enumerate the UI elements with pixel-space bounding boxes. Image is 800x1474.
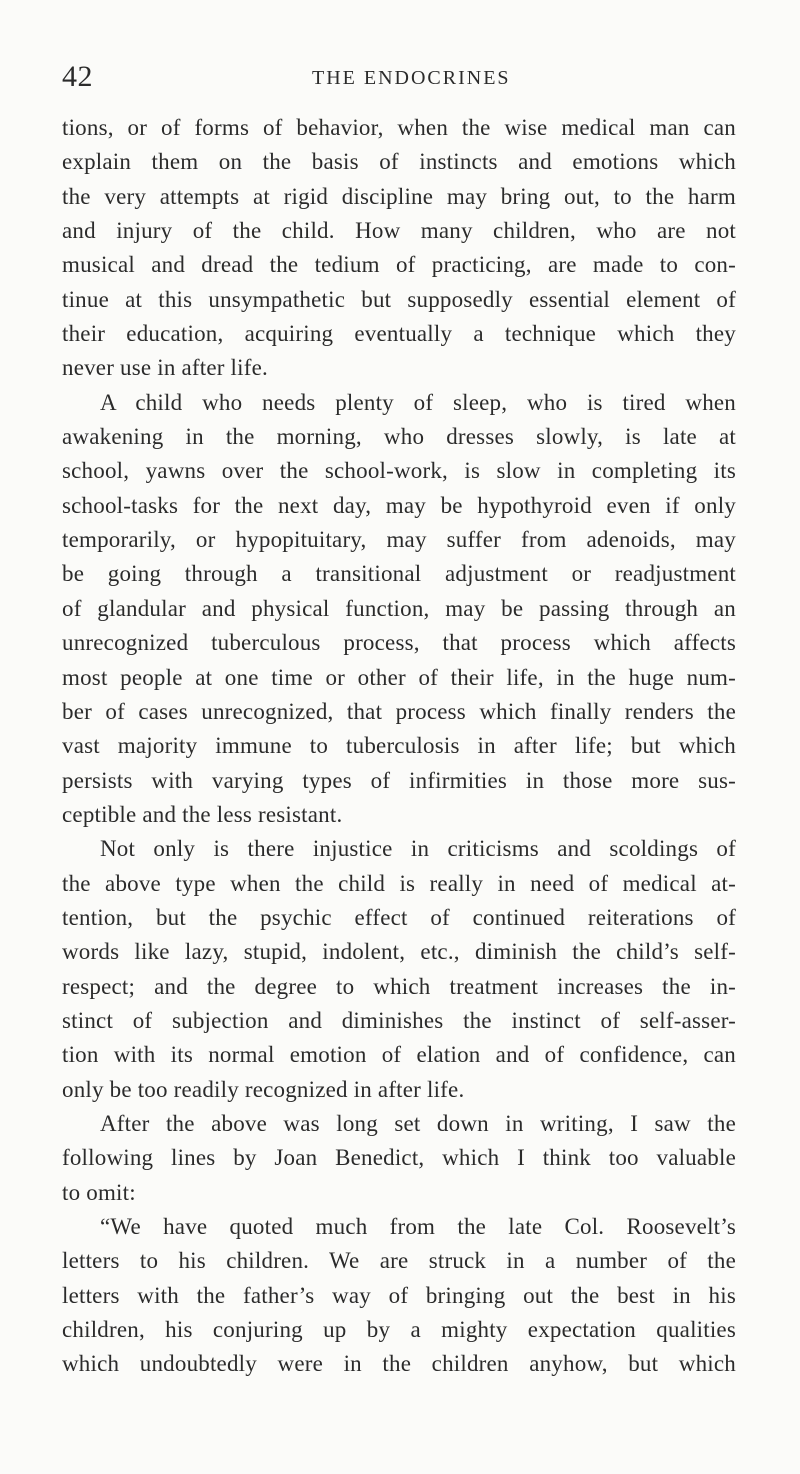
text-line: of glandular and physical function, may be passing through an	[62, 595, 736, 621]
text-line: awakening in the morning, who dresses slowly, is late at	[62, 424, 736, 450]
paragraph-start-line: After the above was long set down in writing, I saw the	[100, 1110, 736, 1136]
text-line: never use in after life.	[62, 355, 268, 381]
page-header	[62, 60, 738, 94]
text-line: their education, acquiring eventually a technique which they	[62, 321, 736, 347]
text-line: following lines by Joan Benedict, which I think too valuable	[62, 1145, 736, 1171]
text-line: the above type when the child is really in need of medical at-	[62, 870, 736, 896]
paragraph-start-line: Not only is there injustice in criticisms and scoldings of	[100, 836, 736, 862]
running-head: THE ENDOCRINES	[312, 67, 511, 89]
text-line: most people at one time or other of their life, in the huge num-	[62, 664, 736, 690]
text-line: tion with its normal emotion of elation and of confidence, can	[62, 1042, 736, 1068]
text-line: musical and dread the tedium of practicing, are made to con-	[62, 252, 736, 278]
text-line: unrecognized tuberculous process, that process which affects	[62, 630, 736, 656]
text-line: tions, or of forms of behavior, when the wise medical man can	[62, 115, 736, 140]
text-line: children, his conjuring up by a mighty expectation qualities	[62, 1317, 736, 1343]
text-line: ber of cases unrecognized, that process which finally renders the	[62, 698, 736, 724]
text-line: persists with varying types of infirmities in those more sus-	[62, 767, 736, 793]
text-line: ceptible and the less resistant.	[62, 801, 343, 827]
text-line: letters to his children. We are struck in a number of the	[62, 1248, 736, 1274]
body-text	[62, 111, 736, 1382]
text-line: respect; and the degree to which treatment increases the in-	[62, 973, 736, 999]
text-line: words like lazy, stupid, indolent, etc., diminish the child’s self-	[62, 939, 736, 965]
text-line: only be too readily recognized in after life.	[62, 1076, 465, 1102]
text-line: school-tasks for the next day, may be hypothyroid even if only	[62, 492, 736, 518]
text-line: vast majority immune to tuberculosis in after life; but which	[62, 733, 736, 759]
text-line: the very attempts at rigid discipline may bring out, to the harm	[62, 183, 736, 209]
text-line: explain them on the basis of instincts and emotions which	[62, 149, 736, 175]
text-line: temporarily, or hypopituitary, may suffer from adenoids, may	[62, 527, 736, 553]
text-line: school, yawns over the school-work, is slow in completing its	[62, 458, 736, 484]
text-line: and injury of the child. How many children, who are not	[62, 218, 736, 244]
text-line: to omit:	[62, 1179, 136, 1205]
text-line: letters with the father’s way of bringing out the best in his	[62, 1282, 736, 1308]
text-line: tention, but the psychic effect of continued reiterations of	[62, 904, 736, 930]
text-line: tinue at this unsympathetic but supposedly essential element of	[62, 286, 736, 312]
text-line: which undoubtedly were in the children anyhow, but which	[62, 1351, 736, 1377]
text-line: be going through a transitional adjustment or readjustment	[62, 561, 736, 587]
paragraph-start-line: A child who needs plenty of sleep, who is tired when	[100, 389, 736, 415]
page-number: 42	[62, 60, 93, 93]
quote-start-line: “We have quoted much from the late Col. Roosevelt’s	[100, 1214, 736, 1239]
text-line: stinct of subjection and diminishes the instinct of self-asser-	[62, 1007, 736, 1033]
